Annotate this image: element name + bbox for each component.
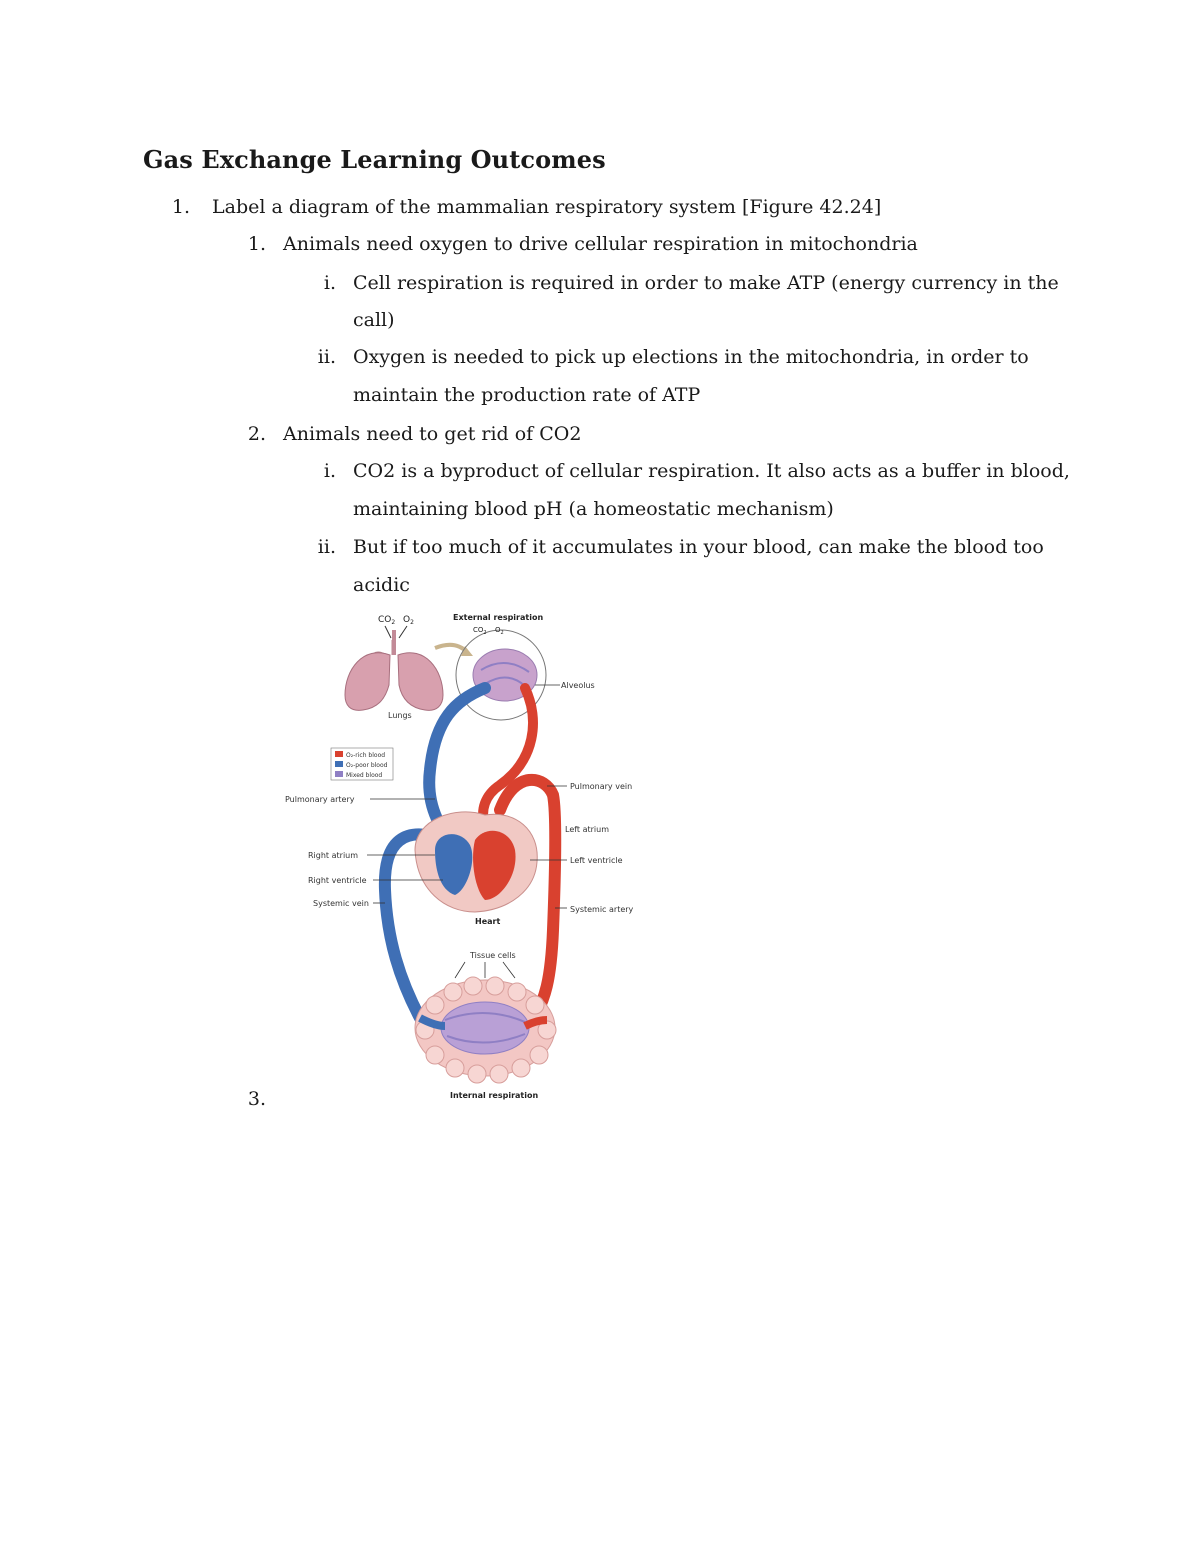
page-title: Gas Exchange Learning Outcomes — [143, 145, 606, 174]
systemic-vein-label: Systemic vein — [313, 899, 369, 908]
heart-label: Heart — [475, 917, 501, 926]
external-respiration-label: External respiration — [453, 613, 544, 622]
left-ventricle-label: Left ventricle — [570, 856, 623, 865]
list-marker: 1. — [247, 233, 266, 255]
legend-oxygen-rich: O₂-rich blood — [346, 752, 386, 759]
right-atrium-label: Right atrium — [308, 851, 359, 860]
list-marker: ii. — [317, 346, 336, 368]
alveolus-o2-label: $O_2$ — [495, 626, 504, 636]
left-atrium-label: Left atrium — [565, 825, 610, 834]
systemic-artery-label: Systemic artery — [570, 905, 634, 914]
alveolus-co2-label: $CO_2$ — [473, 626, 487, 636]
list-marker: 2. — [247, 423, 266, 445]
sub-point-2-ii-line2: acidic — [353, 574, 410, 596]
sub-point-1-i-line1: Cell respiration is required in order to make ATP (energy currency in the — [353, 272, 1059, 294]
legend-mixed: Mixed blood — [346, 772, 383, 779]
right-ventricle-label: Right ventricle — [308, 876, 367, 885]
sub-point-1-text: Animals need oxygen to drive cellular respiration in mitochondria — [283, 233, 918, 255]
list-marker: ii. — [317, 536, 336, 558]
sub-point-2-i-line2: maintaining blood pH (a homeostatic mechanism) — [353, 498, 834, 520]
list-marker: 1. — [171, 196, 190, 218]
list-marker: i. — [323, 460, 336, 482]
list-marker: 3. — [247, 1088, 266, 1110]
co2-label: $CO_2$ — [378, 615, 396, 626]
heart-illustration — [415, 812, 537, 912]
sub-point-1-ii-line2: maintain the production rate of ATP — [353, 384, 701, 406]
pulmonary-artery-label: Pulmonary artery — [285, 795, 355, 804]
sub-point-1-i-line2: call) — [353, 309, 395, 331]
tissue-cells-illustration — [415, 977, 556, 1083]
alveolus-label: Alveolus — [561, 681, 595, 690]
legend — [331, 748, 393, 780]
sub-point-1-ii-line1: Oxygen is needed to pick up elections in the mitochondria, in order to — [353, 346, 1029, 368]
legend-oxygen-poor: O₂-poor blood — [346, 762, 388, 769]
list-marker: i. — [323, 272, 336, 294]
sub-point-2-i-line1: CO2 is a byproduct of cellular respiration. It also acts as a buffer in blood, — [353, 460, 1070, 482]
tissue-cells-label: Tissue cells — [470, 951, 516, 960]
o2-label: $O_2$ — [403, 615, 414, 626]
outcome-1-text: Label a diagram of the mammalian respiratory system [Figure 42.24] — [212, 196, 882, 218]
sub-point-2-text: Animals need to get rid of CO2 — [283, 423, 582, 445]
lungs-illustration — [345, 630, 443, 710]
circulatory-gas-exchange-diagram — [285, 600, 645, 1110]
sub-point-2-ii-line1: But if too much of it accumulates in your blood, can make the blood too — [353, 536, 1044, 558]
lungs-label: Lungs — [388, 711, 412, 720]
pulmonary-vein-label: Pulmonary vein — [570, 782, 633, 791]
internal-respiration-label: Internal respiration — [450, 1091, 539, 1100]
